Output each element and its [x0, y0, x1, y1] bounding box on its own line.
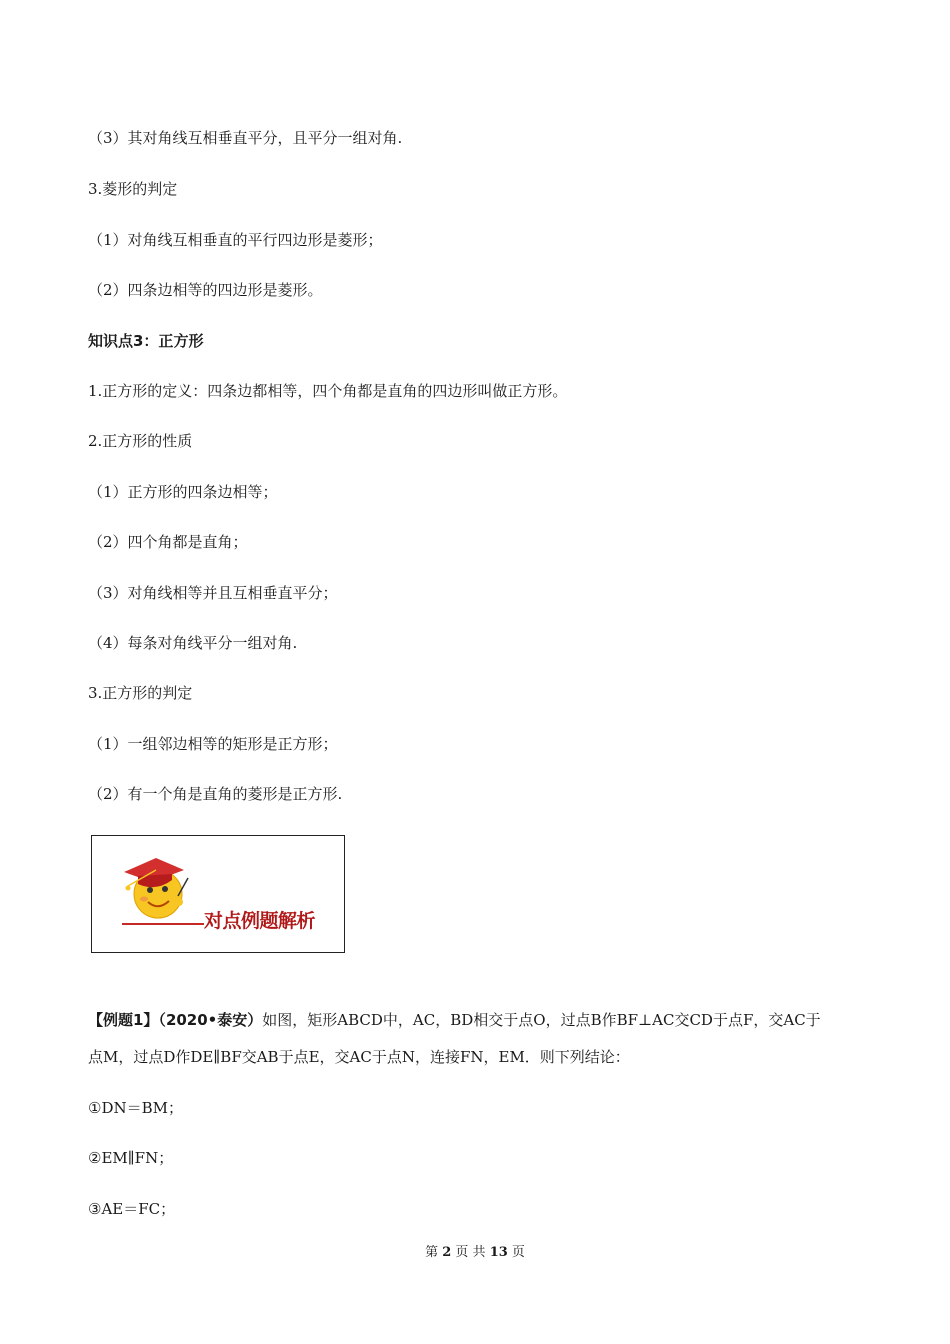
example-banner	[91, 835, 345, 953]
text-line: 1.正方形的定义：四条边都相等，四个角都是直角的四边形叫做正方形。	[88, 382, 568, 400]
conclusion-item: ②EM∥FN；	[88, 1149, 174, 1167]
text-line: （1）一组邻边相等的矩形是正方形；	[88, 735, 338, 753]
conclusion-item: ③AE＝FC；	[88, 1200, 176, 1218]
text-line: （3）其对角线互相垂直平分，且平分一组对角.	[88, 129, 403, 147]
example-question	[88, 1010, 821, 1030]
banner-title: 对点例题解析	[204, 910, 316, 932]
text-line: （4）每条对角线平分一组对角.	[88, 634, 298, 652]
footer-mid: 页 共	[455, 1245, 486, 1260]
graduation-cap-smiley-icon	[92, 836, 346, 954]
page-total: 13	[489, 1245, 508, 1260]
page-number: 2	[442, 1245, 452, 1260]
text-line: （2）四个角都是直角；	[88, 533, 248, 551]
text-line: 点M，过点D作DE∥BF交AB于点E，交AC于点N，连接FN，EM．则下列结论：	[88, 1048, 630, 1066]
text-line: （2）四条边相等的四边形是菱形。	[88, 281, 323, 299]
text-line: （1）对角线互相垂直的平行四边形是菱形；	[88, 231, 383, 249]
page-footer	[0, 1241, 950, 1260]
text-line: （1）正方形的四条边相等；	[88, 483, 278, 501]
text-line: （3）对角线相等并且互相垂直平分；	[88, 584, 338, 602]
text-line: 2.正方形的性质	[88, 432, 193, 450]
example-text: 如图，矩形ABCD中，AC，BD相交于点O，过点B作BF⊥AC交CD于点F，交AC于	[262, 1011, 821, 1029]
text-line: （2）有一个角是直角的菱形是正方形.	[88, 785, 343, 803]
conclusion-item: ①DN＝BM；	[88, 1099, 183, 1117]
text-line: 3.正方形的判定	[88, 684, 193, 702]
footer-prefix: 第	[425, 1245, 439, 1260]
example-label: 【例题1】（2020•泰安）	[88, 1011, 263, 1029]
text-line: 3.菱形的判定	[88, 180, 178, 198]
section-heading: 知识点3：正方形	[88, 332, 204, 350]
footer-suffix: 页	[511, 1245, 525, 1260]
